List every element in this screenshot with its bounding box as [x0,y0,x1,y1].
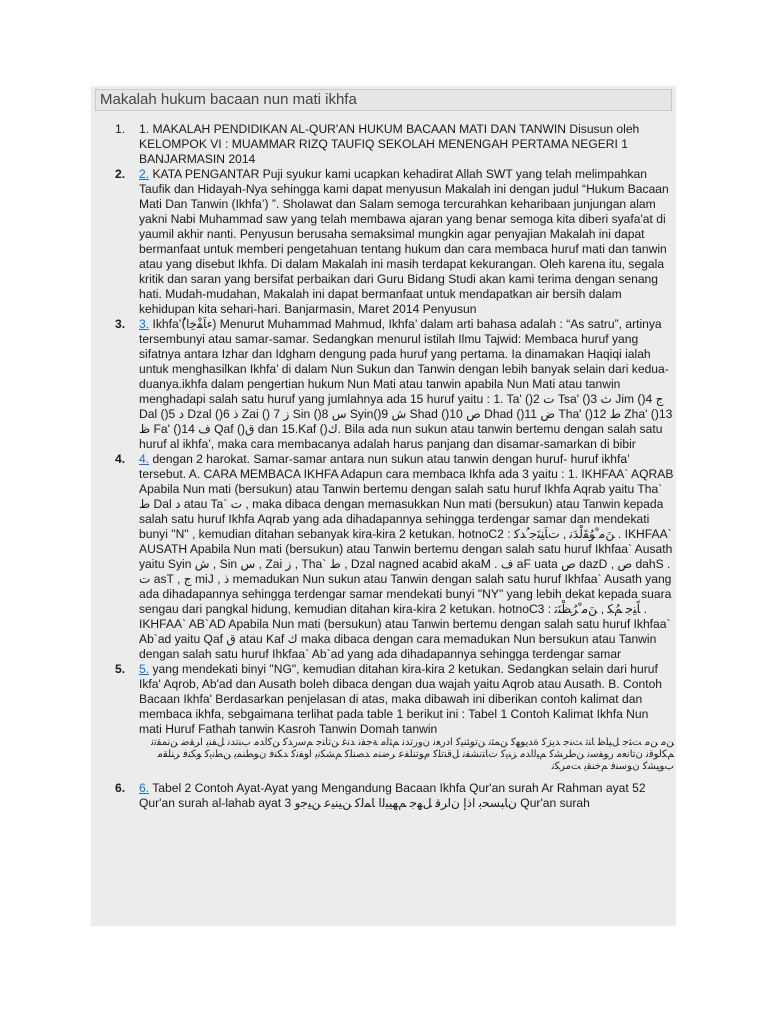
list-item [91,122,676,167]
item-link[interactable]: 5. [139,662,150,676]
item-text: 1. MAKALAH PENDIDIKAN AL-QUR'AN HUKUM BACAAN MATI DAN TANWIN Disusun oleh KELOMPOK VI : MUAMMAR RIZQ TAUFIQ SEKOLAH MENENGAH PERTAMA NEGERI 1 BANJARMASIN 2014 [139,122,640,166]
item-number: 4. [115,452,126,466]
item-link[interactable]: 4. [139,452,150,466]
item-text: KATA PENGANTAR Puji syukur kami ucapkan kehadirat Allah SWT yang telah melimpahkan Taufik dan Hidayah-Nya sehingga kami dapat menyusun Makalah ini dengan judul “Hukum Bacaan Mati Dan Tanwin (Ikhfa’) ”. Sholawat dan Salam semoga tercurahkan keharibaan junjungan alam yakni Nabi Muhammad saw yang telah membawa ajaran yang benar semoga kita diberi syafa'at di yaumil akhir nanti. Penyusun berusaha semaksimal mungkin agar penyajian Makalah ini dapat bermanfaat untuk memberi pengetahuan tentang hukum dan cara membaca huruf mati dan tanwin atau yang disebut Ikhfa. Di dalam Makalah ini masih terdapat kekurangan. Oleh karena itu, segala kritik dan saran yang bersifat perbaikan dari Guru Bidang Studi akan kami terima dengan senang hati. Mudah-mudahan, Makalah ini dapat bermanfaat untuk mendapatkan air bersih dalam kehidupan kita sehari-hari. Banjarmasin, Maret 2014 Penyusun [139,167,669,316]
list-item [91,452,676,662]
item-list [91,122,676,811]
item-number: 6. [115,781,126,795]
document-page [91,86,676,926]
list-item [91,167,676,317]
item-text: dengan 2 harokat. Samar-samar antara nun sukun atau tanwin dengan huruf- huruf ikhfa’ tersebut. A. CARA MEMBACA IKHFA Adapun cara membaca Ikhfa ada 3 yaitu : 1. IKHFAA` AQRAB Apabila Nun mati (bersukun) atau Tanwin bertemu dengan salah satu huruf Ikhfa Aqrab yaitu Tha` ط Dal د atau Ta` ت , maka dibaca dengan memasukkan Nun mati (bersukun) atau Tanwin kepada salah satu huruf Ikhfa Aqrab yang ada dihadapannya sehingga terdengar samar dan mendekati bunyi "N" , kemudian ditahan sebanyak kira-kira 2 ketukan. hotnoC2 : ﻦَﻣ ْﻮُﻘَﻟْﺪَﻧ , ﺕﺎَﻨِﻨَﺟ ُﺪﻛ . IKHFAA` AUSATH Apabila Nun mati (bersukun) atau Tanwin bertemu dengan salah satu huruf Ikhfaa` Ausath yaitu Syin ش , Sin س , Zai ز , Tha` ط , Dzal nagned acabid akaM . ف aF uata ص dazD , ص dahS . ت asT , ج miJ , ذ memadukan Nun sukun atau Tanwin dengan salah satu huruf Ikhfaa` Ausath yang ada dihadapannya sehingga terdengar samar mendekati bunyi "NY" yang lebih dekat kepada suara sengau dari pangkal hidung, kemudian ditahan kira-kira 2 ketukan. hotnoC3 : ﺎًﻨِﺟ ﻢُﻜ , ﻦَﻣ ْﺮُﻈْﻨَﺗ . IKHFAA` AB`AD Apabila Nun mati (bersukun) atau Tanwin bertemu dengan salah satu huruf Ikhfaa` Ab`ad yaitu Qaf ق atau Kaf ك maka dibaca dengan cara memadukan Nun bersukun atau Tanwin dengan salah satu huruf Ihkfaa` Ab`ad yang ada dihadapannya sehingga terdengar samar [139,452,674,661]
item-text: Tabel 2 Contoh Ayat-Ayat yang Mengandung Bacaan Ikhfa Qur'an surah Ar Rahman ayat 52 Qur'an surah al-lahab ayat 3 ﻥﺎﺒﺴﺤﺑ ﺍﺫﺇ ﻥﺍﺮﻗ ﻞﻬﺟ ﻢﻬﻴﺒﻟﺍ ﺎﻤﻟﻛ ﻦﻴﻨﻴﻋ ﻦﻴﺟﻭ Qur'an surah [139,781,646,810]
list-item [91,781,676,811]
list-item [91,317,676,452]
arabic-example-table: ﻦﻣ ﻦﻣ ﺖﺜﺟ ﻞﻴﻠﻇ ﺎﻨﺗ ﺖﻨﺟ ﺪﻳﺰﻛ ﺓﺪﻳﻮﻬﻛ ﻦﻤﺜﻧ ﻦﺗﻮﺜﻨﻴﻛ ﺍﺩﺭﻌﻧ ﻥﻭﺭﺗﺪﻧ ﻢﺜﻟﻣ ﺔﺟﻔﻧ ﺪﻧﻏ ﻦﺗﺎﻨﺟ ﻢﺳﺭﺪﻛ ﻦﻛﺍﺪﻣ ﺏﻨﺗﺪﻧ ﻞﻔﻨﻳ ﺍﺮﻘﺿ ﻦﻧﻤﻘﺗﻧ ﻢﻜﻟﻮﻗﻧ ﻥﺗﺎﻧﻌﻣ ﺭﻮﻔﺳﻧ ﻦﻃﺮﺸﻛ ﻢﻴﻟﺍﺪﻣ ﺰﻨﻳﻛ ﺕﺎﺘﻧﺸﻔﻧ ﻞﻗﻨﺗﻠﻛ ﻡﻮﺗﻨﻠﻔﻋ ﺮﺿﻨﻣ ﺪﺼﻨﻠﻛ ﻢﺸﻜﻧﻳ ﺍﻮﻔﻧﻛ ﺪﻜﻨﻓ ﻥﻮﻄﻨﻤﻳ ﻦﻄﻧﻳﻛ ﻮﻜﻨﻓ ﺮﻨﻠﻘﻣ ﺏﻮﻴﺸﻛ ﻥﻮﺳﻨﻓ ﻢﺧﻨﻘﻳ ﺖﻣﺮﻜﻧ [151,737,674,772]
item-number: 5. [115,662,126,676]
item-link[interactable]: 3. [139,317,150,331]
list-item [91,662,676,773]
item-text: Ikhfa’(ٌءﺎَﻔْﺧِا) Menurut Muhammad Mahmud, Ikhfa’ dalam arti bahasa adalah : “As satru”, artinya tersembunyi atau samar-samar. Sedangkan menurul istilah Ilmu Tajwid: Membaca huruf yang sifatnya antara Izhar dan Idgham dengung pada huruf yang pertama. Ia dinamakan Haqiqi ialah untuk menghasilkan Ikhfa’ di dalam Nun Sukun dan Tanwin dengan lebih banyak selain dari kedua-duanya.ikhfa dalam pengertian hukum Nun Mati atau tanwin apabila Nun Mati atau tanwin menghadapi salah satu huruf yang jumlahnya ada 15 huruf yaitu : 1. Ta' ()2 ت Tsa' ()3 ث Jim ()4 ج Dal ()5 د Dzal ()6 ذ Zai () 7 ز Sin ()8 س Syin()9 ش Shad ()10 ص Dhad ()11 ض Tha' ()12 ط Zha' ()13 ظ Fa' ()14 ف Qaf ()ق dan 15.Kaf ()ك. Bila ada nun sukun atau tanwin bertemu dengan salah satu huruf al ikhfa’, maka cara membacanya adalah harus panjang dan disamar-samarkan di bibir [139,317,673,451]
item-link[interactable]: 6. [139,781,150,795]
item-number: 1. [115,122,126,136]
item-link[interactable]: 2. [139,167,150,181]
item-number: 3. [115,317,126,331]
item-text: yang mendekati binyi "NG", kemudian ditahan kira-kira 2 ketukan. Sedangkan selain dari huruf Ikfa' Aqrob, Ab'ad dan Ausath boleh dibaca dengan dua wajah yaitu Aqrob atau Ausath. B. Contoh Bacaan Ikhfa' Berdasarkan penjelasan di atas, maka dibawah ini diberikan contoh kalimat dan membaca ikhfa, sebgaimana terlihat pada table 1 berikut ini : Tabel 1 Contoh Kalimat Ikhfa Nun mati Huruf Fathah tanwin Kasroh Tanwin Domah tanwin [139,662,663,736]
document-title: Makalah hukum bacaan nun mati ikhfa [95,89,672,111]
item-number: 2. [115,167,126,181]
